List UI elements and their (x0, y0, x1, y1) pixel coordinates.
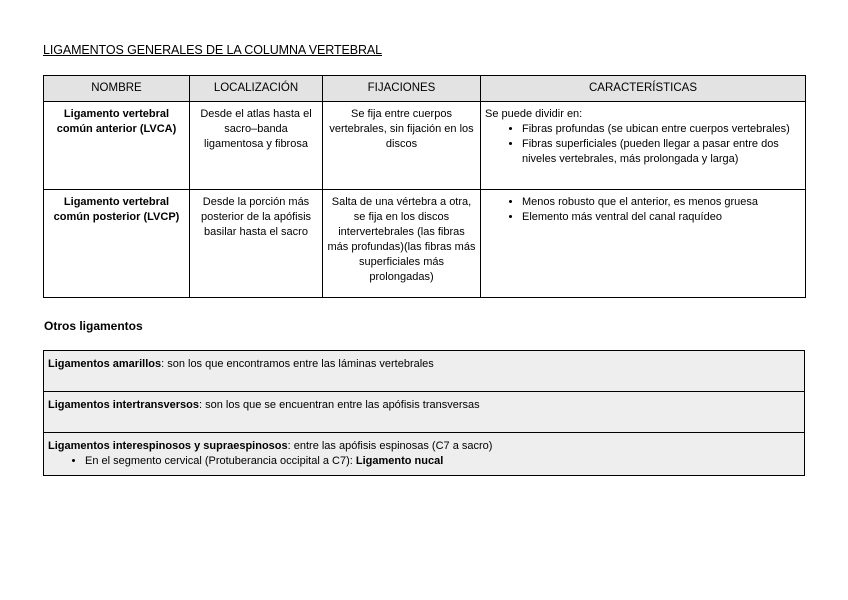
table-row (44, 351, 805, 392)
caracteristicas-list (485, 122, 801, 167)
cell-localizacion: Desde el atlas hasta el sacro–banda ligamentosa y fibrosa (190, 102, 323, 190)
otros-item (44, 392, 805, 433)
cell-caracteristicas (481, 190, 806, 298)
table-header-row (44, 76, 806, 102)
table-row (44, 102, 806, 190)
ligamentos-table (43, 75, 806, 298)
bullet-bold: Ligamento nucal (355, 455, 444, 467)
caracteristicas-list (485, 195, 801, 225)
cell-caracteristicas (481, 102, 806, 190)
otros-heading: Otros ligamentos (44, 319, 143, 333)
item-text: : entre las apófisis espinosas (C7 a sacro) (287, 440, 493, 452)
item-name: Ligamentos intertransversos (48, 399, 199, 411)
item-text: : son los que se encuentran entre las apófisis transversas (199, 399, 480, 411)
item-text: : son los que encontramos entre las láminas vertebrales (161, 358, 434, 370)
cell-localizacion: Desde la porción más posterior de la apófisis basilar hasta el sacro (190, 190, 323, 298)
header-localizacion: LOCALIZACIÓN (190, 76, 323, 102)
otros-table (43, 350, 805, 476)
cell-nombre: Ligamento vertebral común anterior (LVCA) (44, 102, 190, 190)
table-row (44, 433, 805, 476)
caracteristicas-intro: Se puede dividir en: (485, 108, 583, 120)
header-caracteristicas: CARACTERÍSTICAS (481, 76, 806, 102)
cell-nombre: Ligamento vertebral común posterior (LVCP) (44, 190, 190, 298)
otros-item (44, 351, 805, 392)
list-item: • Fibras profundas (se ubican entre cuerpos vertebrales) (522, 122, 801, 137)
header-fijaciones: FIJACIONES (323, 76, 481, 102)
list-item (85, 454, 800, 469)
table-row (44, 190, 806, 298)
item-name: Ligamentos interespinosos y supraespinosos (48, 440, 288, 452)
document-title: LIGAMENTOS GENERALES DE LA COLUMNA VERTEBRAL (43, 43, 382, 57)
cell-fijaciones: Salta de una vértebra a otra, se fija en los discos intervertebrales (las fibras más profundas)(las fibras más superficiales más prolongadas) (323, 190, 481, 298)
cell-fijaciones: Se fija entre cuerpos vertebrales, sin fijación en los discos (323, 102, 481, 190)
header-nombre: NOMBRE (44, 76, 190, 102)
otros-item (44, 433, 805, 476)
list-item: • Elemento más ventral del canal raquídeo (522, 210, 801, 225)
bullet-text: En el segmento cervical (Protuberancia occipital a C7): (85, 455, 356, 467)
item-name: Ligamentos amarillos (48, 358, 162, 370)
table-row (44, 392, 805, 433)
list-item: • Menos robusto que el anterior, es menos gruesa (522, 195, 801, 210)
list-item: • Fibras superficiales (pueden llegar a pasar entre dos niveles vertebrales, más prolongada y larga) (522, 137, 801, 167)
otros-sublist (48, 454, 800, 469)
